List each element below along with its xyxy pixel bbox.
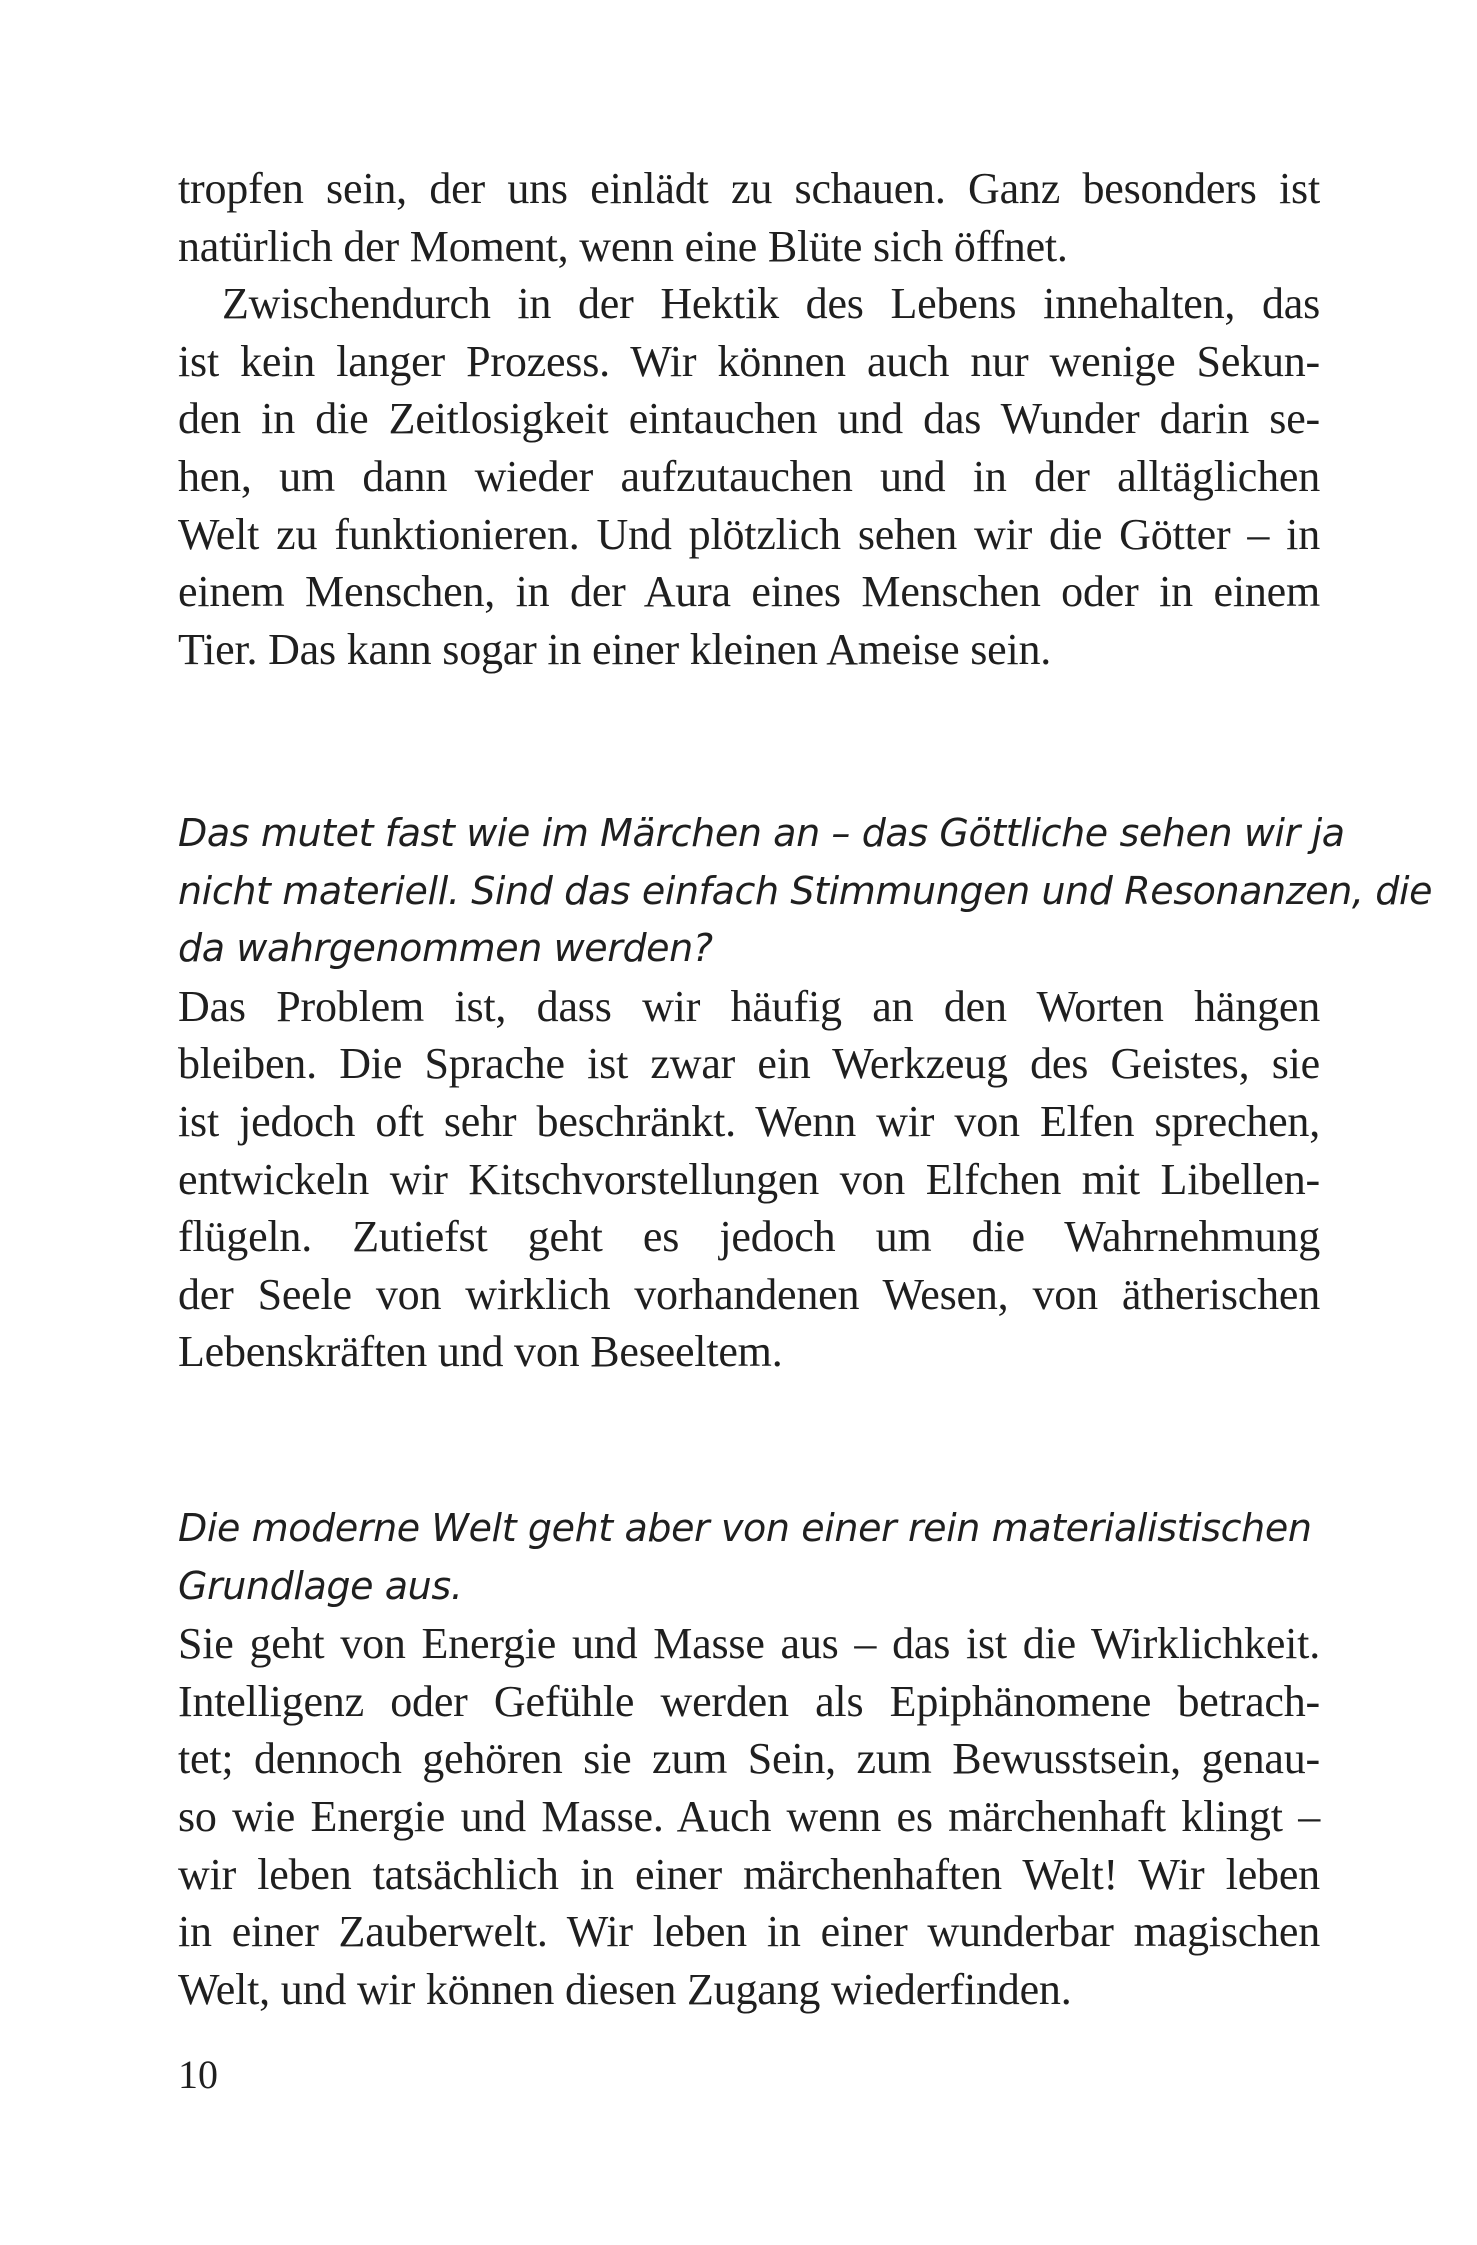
question-line: Die moderne Welt geht aber von einer rein materialistischen (178, 1506, 1312, 1550)
interview-question (178, 1500, 1320, 1615)
interview-answer (178, 978, 1320, 1381)
text-line: tet; dennoch gehören sie zum Sein, zum Bewusstsein, genau- (178, 1734, 1320, 1784)
text-line: Lebenskräften und von Beseeltem. (178, 1327, 783, 1377)
text-line: tropfen sein, der uns einlädt zu schauen. Ganz besonders ist (178, 164, 1320, 213)
paragraph-continuation (178, 160, 1320, 275)
text-line: wir leben tatsächlich in einer märchenhaften Welt! Wir leben (178, 1849, 1320, 1899)
text-line: Zwischendurch in der Hektik des Lebens innehalten, das (222, 279, 1320, 329)
interview-block-3 (178, 1500, 1320, 2018)
text-line: bleiben. Die Sprache ist zwar ein Werkzeug des Geistes, sie (178, 1039, 1320, 1089)
text-line: Sie geht von Energie und Masse aus – das ist die Wirklichkeit. (178, 1619, 1320, 1669)
text-line: den in die Zeitlosigkeit eintauchen und das Wunder darin se- (178, 394, 1320, 444)
interview-block-2 (178, 805, 1433, 1381)
interview-answer (178, 1615, 1320, 2018)
interview-question (178, 805, 1433, 978)
text-line: Intelligenz oder Gefühle werden als Epiphänomene betrach- (178, 1676, 1320, 1726)
text-line: Welt zu funktionieren. Und plötzlich sehen wir die Götter – in (178, 509, 1320, 559)
page-number: 10 (178, 2052, 218, 2097)
question-line: Grundlage aus. (178, 1563, 463, 1608)
text-line: einem Menschen, in der Aura eines Menschen oder in einem (178, 567, 1320, 617)
text-line: so wie Energie und Masse. Auch wenn es märchenhaft klingt – (178, 1791, 1320, 1841)
text-line: der Seele von wirklich vorhandenen Wesen, von ätherischen (178, 1269, 1320, 1319)
text-line: ist kein langer Prozess. Wir können auch nur wenige Sekun- (178, 336, 1320, 386)
text-line: entwickeln wir Kitschvorstellungen von Elfchen mit Libellen- (178, 1154, 1320, 1204)
text-line: natürlich der Moment, wenn eine Blüte sich öffnet. (178, 221, 1068, 271)
question-line: Das mutet fast wie im Märchen an – das Göttliche sehen wir ja (178, 811, 1345, 855)
text-line: ist jedoch oft sehr beschränkt. Wenn wir von Elfen sprechen, (178, 1096, 1320, 1146)
text-line: Tier. Das kann sogar in einer kleinen Ameise sein. (178, 624, 1052, 674)
paragraph-zwischendurch (178, 275, 1320, 678)
text-line: hen, um dann wieder aufzutauchen und in der alltäglichen (178, 451, 1320, 501)
question-line: da wahrgenommen werden? (178, 926, 713, 971)
paragraph-block-1 (178, 160, 1320, 678)
text-line: flügeln. Zutiefst geht es jedoch um die Wahrnehmung (178, 1212, 1320, 1262)
question-line: nicht materiell. Sind das einfach Stimmungen und Resonanzen, die (178, 868, 1433, 913)
text-line: in einer Zauberwelt. Wir leben in einer wunderbar magischen (178, 1907, 1320, 1957)
text-line: Das Problem ist, dass wir häufig an den Worten hängen (178, 981, 1320, 1031)
text-line: Welt, und wir können diesen Zugang wiederfinden. (178, 1964, 1072, 2014)
